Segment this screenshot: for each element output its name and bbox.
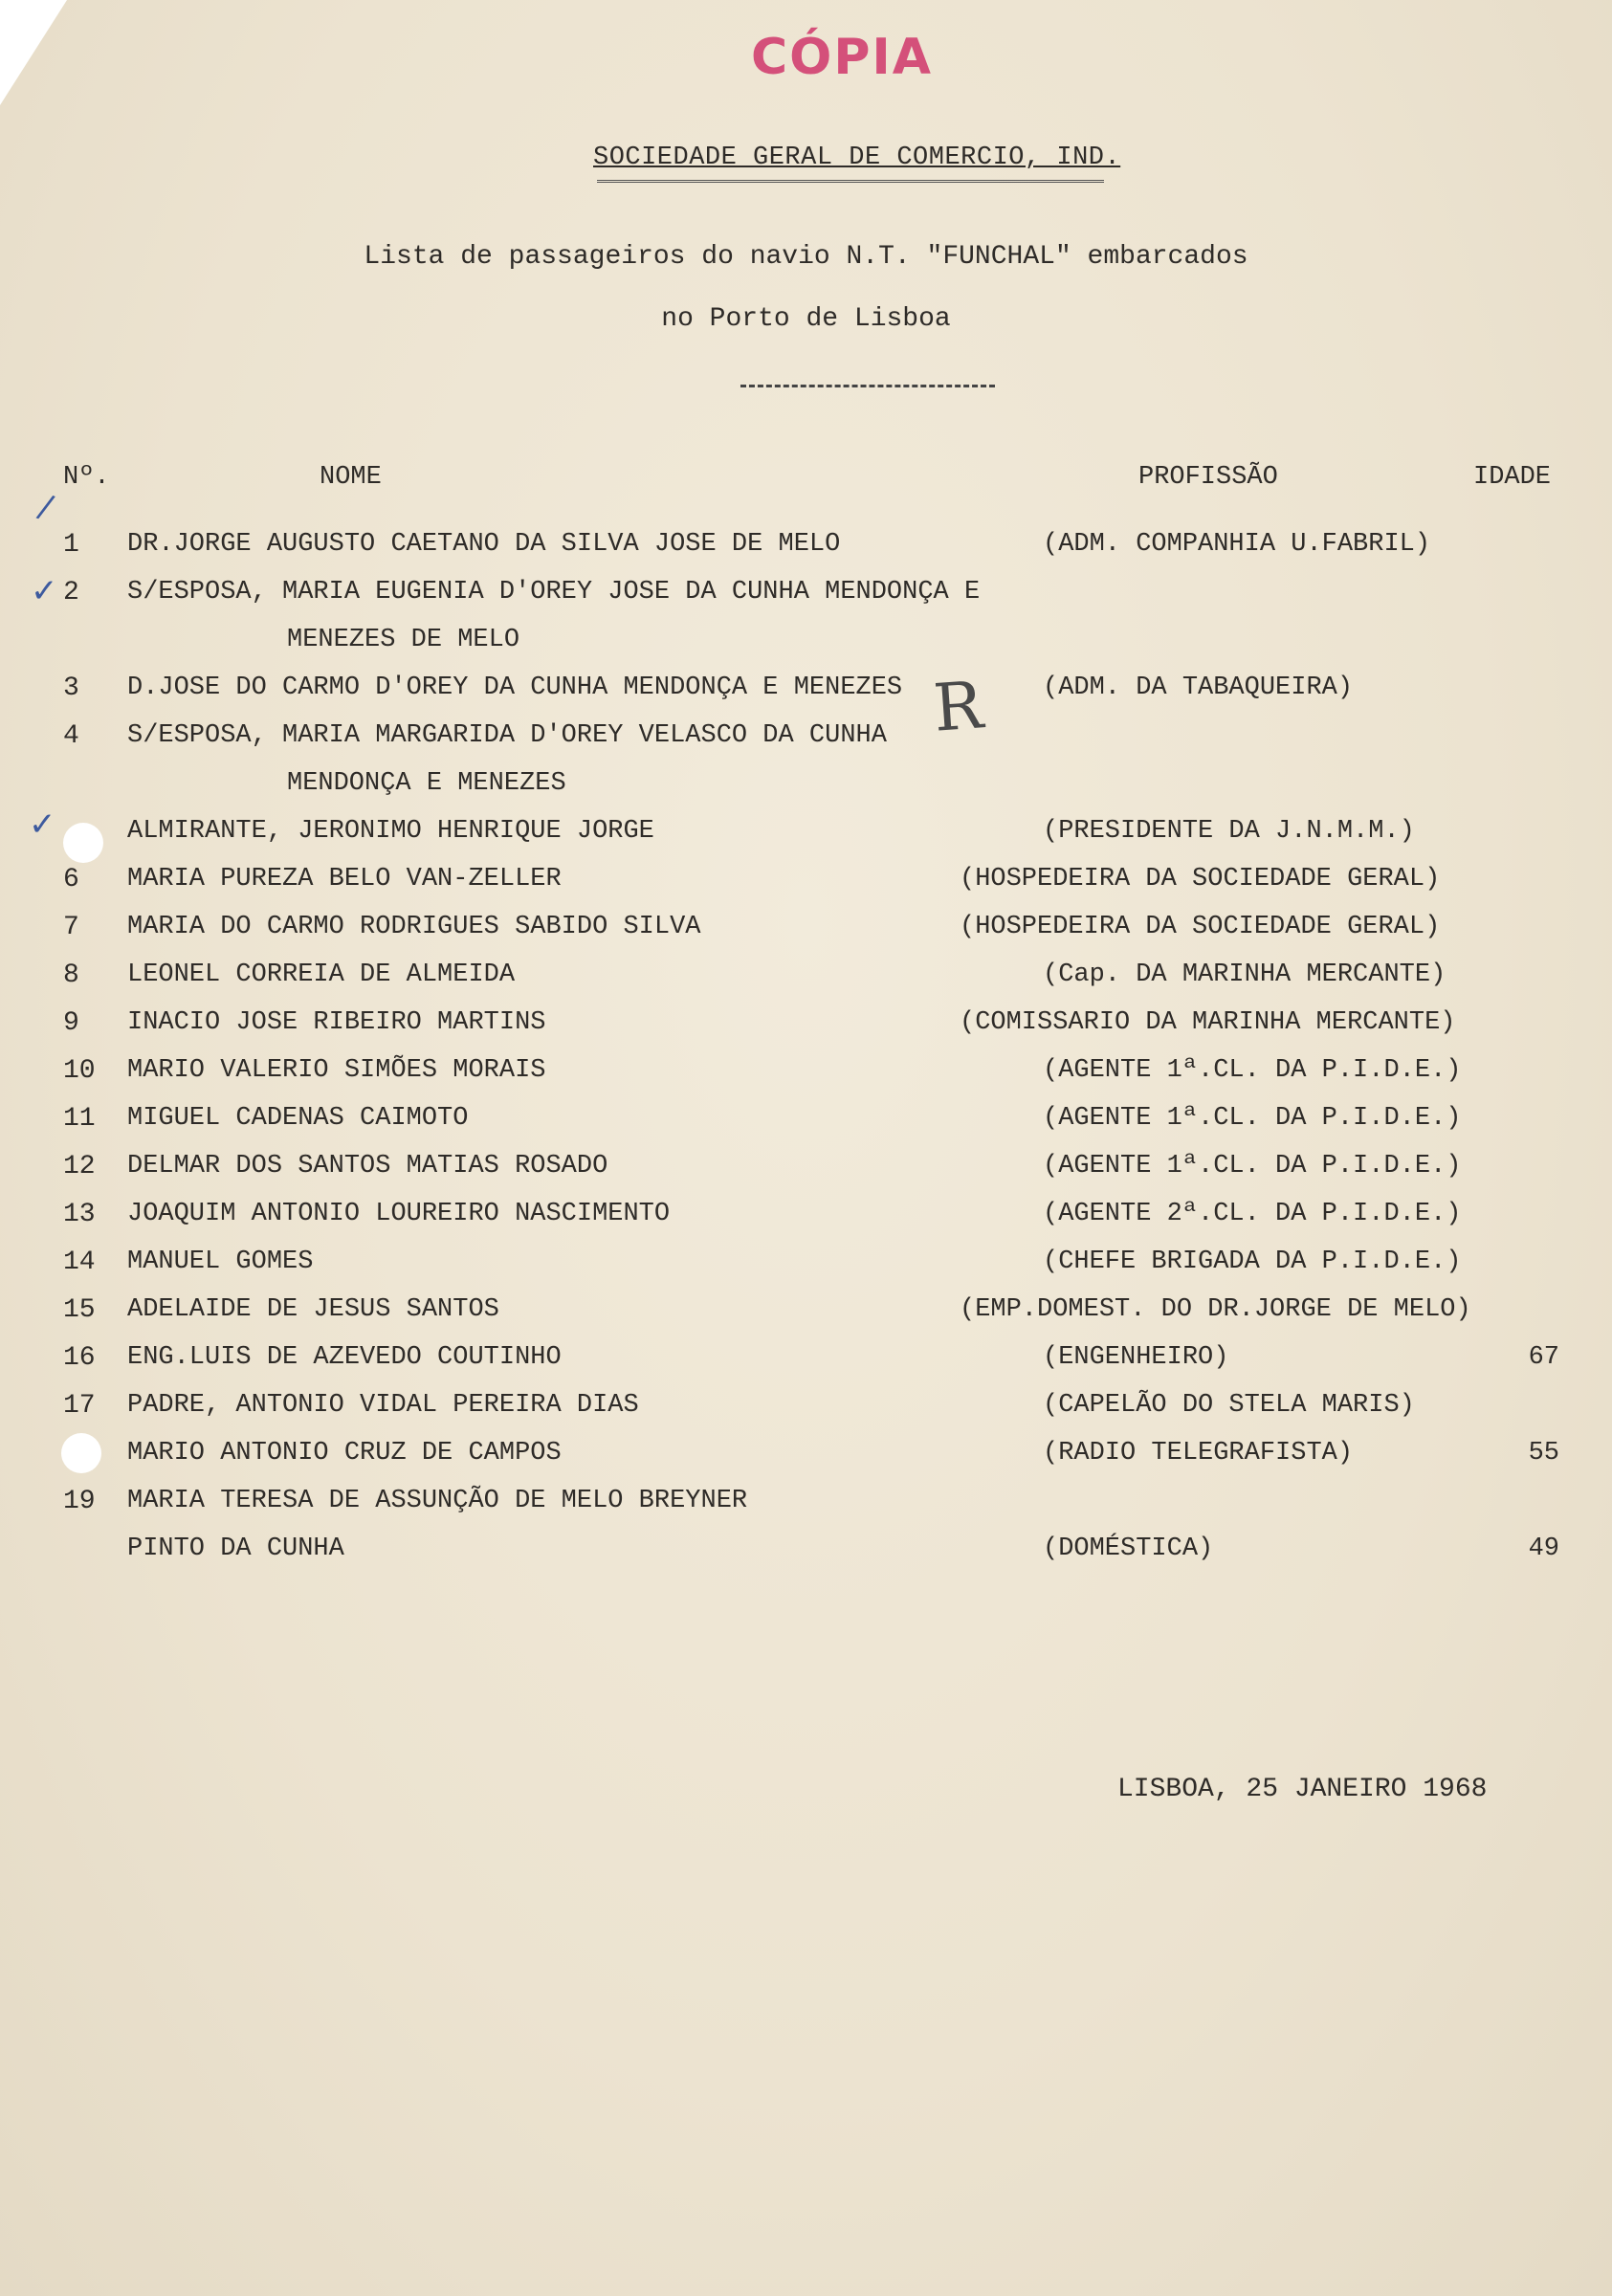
passenger-name: LEONEL CORREIA DE ALMEIDA (127, 960, 516, 989)
passenger-name: JOAQUIM ANTONIO LOUREIRO NASCIMENTO (127, 1200, 671, 1228)
header-name: NOME (320, 463, 382, 492)
passenger-profession: (COMISSARIO DA MARINHA MERCANTE) (960, 1008, 1456, 1037)
passenger-age: 67 (1528, 1343, 1559, 1372)
copy-stamp: CÓPIA (750, 29, 934, 86)
passenger-name: MARIA DO CARMO RODRIGUES SABIDO SILVA (127, 913, 701, 941)
passenger-number: 10 (63, 1056, 96, 1086)
passenger-number: 3 (63, 673, 79, 703)
passenger-name: MANUEL GOMES (127, 1247, 314, 1276)
check-mark-icon: / (33, 487, 57, 527)
punch-hole (61, 1433, 101, 1473)
passenger-name: ENG.LUIS DE AZEVEDO COUTINHO (127, 1343, 562, 1372)
passenger-name-continued: MENEZES DE MELO (287, 626, 520, 654)
passenger-profession: (ADM. DA TABAQUEIRA) (1043, 673, 1354, 702)
passenger-name: MARIA TERESA DE ASSUNÇÃO DE MELO BREYNER (127, 1487, 748, 1515)
passenger-name: ALMIRANTE, JERONIMO HENRIQUE JORGE (127, 817, 654, 846)
passenger-number: 6 (63, 865, 79, 894)
place-date: LISBOA, 25 JANEIRO 1968 (1117, 1775, 1488, 1804)
passenger-profession: (DOMÉSTICA) (1043, 1534, 1214, 1563)
passenger-number: 8 (63, 960, 79, 990)
passenger-profession: (RADIO TELEGRAFISTA) (1043, 1439, 1354, 1468)
passenger-profession: (HOSPEDEIRA DA SOCIEDADE GERAL) (960, 913, 1441, 941)
passenger-number: 19 (63, 1487, 96, 1516)
passenger-name: INACIO JOSE RIBEIRO MARTINS (127, 1008, 546, 1037)
passenger-number: 16 (63, 1343, 96, 1373)
passenger-profession: (PRESIDENTE DA J.N.M.M.) (1043, 817, 1415, 846)
passenger-profession: (AGENTE 1ª.CL. DA P.I.D.E.) (1043, 1104, 1462, 1133)
dashed-divider (740, 385, 995, 387)
passenger-number: 4 (63, 721, 79, 751)
passenger-name: DR.JORGE AUGUSTO CAETANO DA SILVA JOSE DE MELO (127, 530, 841, 559)
passenger-profession: (HOSPEDEIRA DA SOCIEDADE GERAL) (960, 865, 1441, 894)
passenger-number: 9 (63, 1008, 79, 1038)
folded-corner (0, 0, 67, 105)
handwritten-initial: R (931, 668, 985, 747)
check-mark-icon: ✓ (29, 806, 56, 844)
passenger-number: 2 (63, 578, 79, 607)
company-double-underline (597, 180, 1104, 183)
passenger-name: PINTO DA CUNHA (127, 1534, 344, 1563)
document-subtitle-line2: no Porto de Lisboa (661, 304, 951, 334)
passenger-profession: (AGENTE 1ª.CL. DA P.I.D.E.) (1043, 1152, 1462, 1181)
passenger-number: 13 (63, 1200, 96, 1229)
passenger-number: 17 (63, 1391, 96, 1421)
passenger-number: 11 (63, 1104, 96, 1134)
passenger-profession: (CAPELÃO DO STELA MARIS) (1043, 1391, 1415, 1420)
header-num: Nº. (63, 463, 110, 492)
header-profession: PROFISSÃO (1138, 463, 1278, 492)
passenger-age: 55 (1528, 1439, 1559, 1468)
document-subtitle-line1: Lista de passageiros do navio N.T. "FUNCHAL" embarcados (364, 242, 1248, 272)
passenger-profession: (Cap. DA MARINHA MERCANTE) (1043, 960, 1446, 989)
passenger-name-continued: MENDONÇA E MENEZES (287, 769, 566, 798)
passenger-name: PADRE, ANTONIO VIDAL PEREIRA DIAS (127, 1391, 639, 1420)
passenger-profession: (ENGENHEIRO) (1043, 1343, 1229, 1372)
passenger-number: 7 (63, 913, 79, 942)
passenger-number: 1 (63, 530, 79, 560)
passenger-name: MARIA PUREZA BELO VAN-ZELLER (127, 865, 562, 894)
company-name: SOCIEDADE GERAL DE COMERCIO, IND. (593, 144, 1121, 172)
passenger-name: D.JOSE DO CARMO D'OREY DA CUNHA MENDONÇA E MENEZES (127, 673, 903, 702)
passenger-number: 15 (63, 1295, 96, 1325)
passenger-profession: (CHEFE BRIGADA DA P.I.D.E.) (1043, 1247, 1462, 1276)
passenger-name: DELMAR DOS SANTOS MATIAS ROSADO (127, 1152, 608, 1181)
passenger-name: MIGUEL CADENAS CAIMOTO (127, 1104, 469, 1133)
passenger-name: ADELAIDE DE JESUS SANTOS (127, 1295, 499, 1324)
passenger-profession: (AGENTE 1ª.CL. DA P.I.D.E.) (1043, 1056, 1462, 1085)
check-mark-icon: ✓ (31, 572, 58, 610)
passenger-number: 14 (63, 1247, 96, 1277)
passenger-name: S/ESPOSA, MARIA EUGENIA D'OREY JOSE DA CUNHA MENDONÇA E (127, 578, 981, 607)
passenger-name: MARIO VALERIO SIMÕES MORAIS (127, 1056, 546, 1085)
passenger-name: MARIO ANTONIO CRUZ DE CAMPOS (127, 1439, 562, 1468)
punch-hole (63, 823, 103, 863)
passenger-number: 12 (63, 1152, 96, 1181)
passenger-profession: (ADM. COMPANHIA U.FABRIL) (1043, 530, 1431, 559)
passenger-age: 49 (1528, 1534, 1559, 1563)
passenger-profession: (EMP.DOMEST. DO DR.JORGE DE MELO) (960, 1295, 1471, 1324)
passenger-profession: (AGENTE 2ª.CL. DA P.I.D.E.) (1043, 1200, 1462, 1228)
header-age: IDADE (1473, 463, 1552, 492)
passenger-name: S/ESPOSA, MARIA MARGARIDA D'OREY VELASCO DA CUNHA (127, 721, 887, 750)
